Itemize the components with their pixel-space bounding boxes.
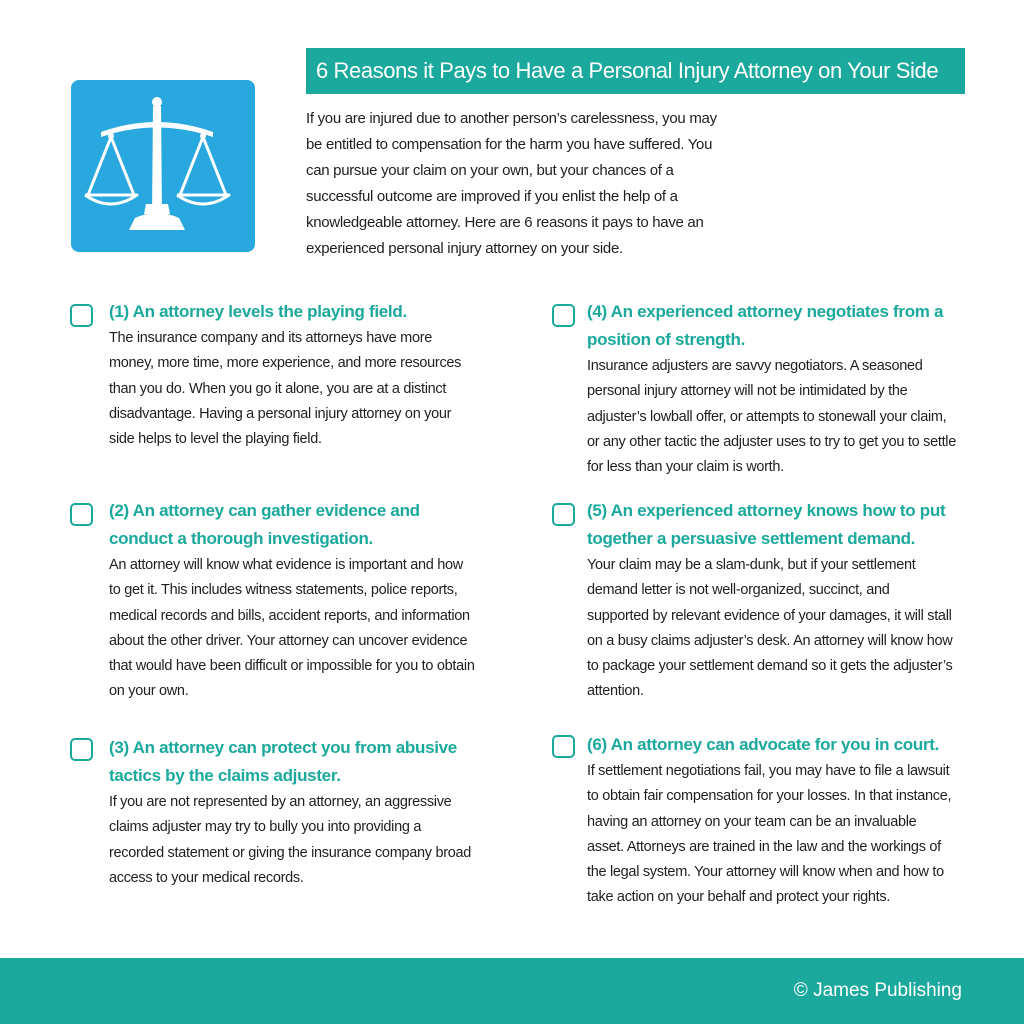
reason-body-1: The insurance company and its attorneys have more money, more time, more experience, and more resources than you do. When you go it alone, you are at a distinct disadvantage. Having a personal injury attorney on your side helps to level the playing field. [109,330,462,448]
reason-body-4: Insurance adjusters are savvy negotiators. A seasoned personal injury attorney will not be intimidated by the adjuster’s lowball offer, or attempts to stonewall your claim, or any other tactic the adjuster uses to try to get you to settle for less than your claim is worth. [587,358,956,476]
reason-heading-3: (3) An attorney can protect you from abusive tactics by the claims adjuster. [109,738,457,785]
reason-heading-4: (4) An experienced attorney negotiates from a position of strength. [587,302,944,349]
checkbox-reason-3[interactable] [70,738,93,761]
reason-body-6: If settlement negotiations fail, you may have to file a lawsuit to obtain fair compensation for your losses. In that instance, having an attorney on your team can be an invaluable asset. Attorneys are trained in the law and the workings of the legal system. Your attorney will know when and how to take action on your behalf and protect your rights. [587,763,952,906]
logo-badge [71,80,255,252]
reason-body-5: Your claim may be a slam-dunk, but if your settlement demand letter is not well-organized, succinct, and supported by relevant evidence of your damages, it will stall on a busy claims adjuster’s desk. An attorney will know how to package your settlement demand so it gets the adjuster’s attention. [587,557,953,700]
reason-heading-1: (1) An attorney levels the playing field. [109,302,407,321]
checkbox-reason-6[interactable] [552,735,575,758]
reason-body-2: An attorney will know what evidence is important and how to get it. This includes witness statements, police reports, medical records and bills, accident reports, and information about the other driver. Your attorney can uncover evidence that would have been difficult or impossible for you to obtain on your own. [109,557,475,700]
reason-item-4 [587,298,959,480]
page-title: 6 Reasons it Pays to Have a Personal Injury Attorney on Your Side [306,48,965,94]
scales-of-justice-icon [71,80,255,252]
checkbox-reason-1[interactable] [70,304,93,327]
intro-paragraph: If you are injured due to another person’s carelessness, you may be entitled to compensation for the harm you have suffered. You can pursue your claim on your own, but your chances of a successful outcome are improved if you enlist the help of a knowledgeable attorney. Here are 6 reasons it pays to have an experienced personal injury attorney on your side. [306,110,717,257]
reason-heading-6: (6) An attorney can advocate for you in court. [587,735,940,754]
checkbox-reason-2[interactable] [70,503,93,526]
copyright-notice: © James Publishing [793,980,962,1001]
reason-item-1 [109,298,471,452]
reason-body-3: If you are not represented by an attorney, an aggressive claims adjuster may try to bully you into providing a recorded statement or giving the insurance company broad access to your medical records. [109,794,472,886]
reason-item-6 [587,731,957,911]
checkbox-reason-5[interactable] [552,503,575,526]
reason-heading-5: (5) An experienced attorney knows how to put together a persuasive settlement demand. [587,501,946,548]
reason-item-2 [109,497,475,705]
reason-item-3 [109,734,475,891]
reason-heading-2: (2) An attorney can gather evidence and conduct a thorough investigation. [109,501,420,548]
checkbox-reason-4[interactable] [552,304,575,327]
reason-item-5 [587,497,953,705]
footer-bar [0,958,1024,1024]
